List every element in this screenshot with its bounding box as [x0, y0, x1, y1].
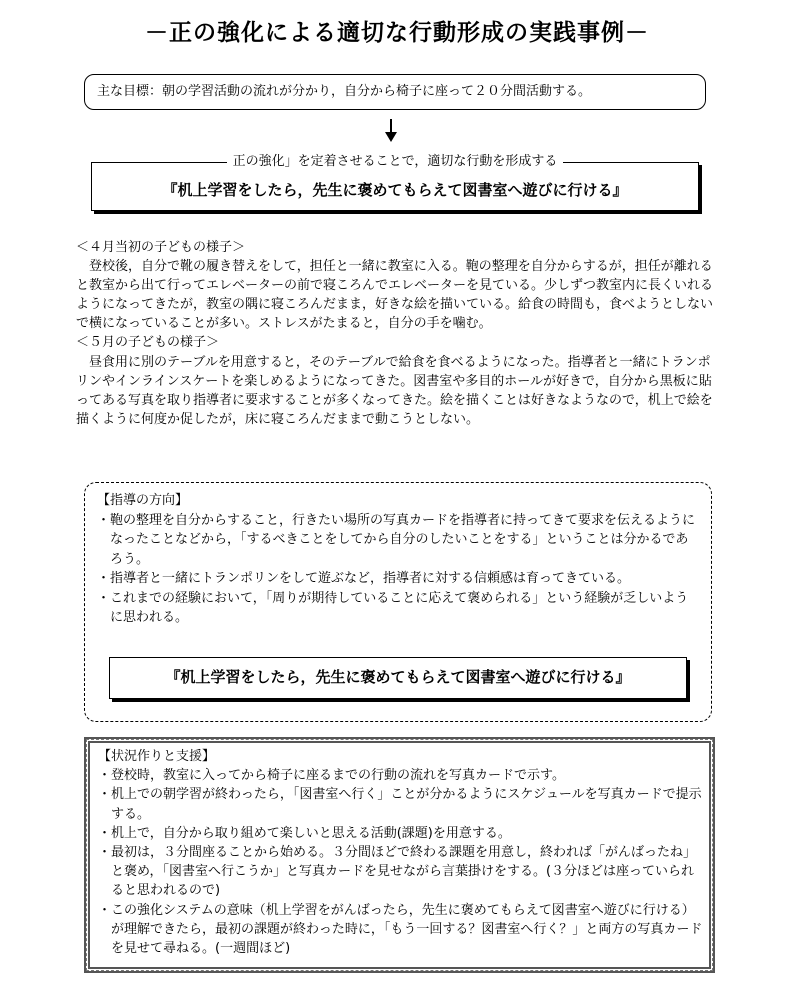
support-item: ・登校時，教室に入ってから椅子に座るまでの行動の流れを写真カードで示す。	[98, 768, 565, 784]
strategy-box	[91, 154, 699, 211]
april-text: 登校後，自分で靴の履き替えをして，担任と一緒に教室に入る。鞄の整理を自分からするが，担任が離れると教室から出て行ってエレベーターの前で寝ころんでエレベーターを見ている。少しずつ教室内に長くいれるようになってきたが，教室の隅に寝ころんだまま，好きな絵を描いている。給食の時間も，食べようとしないで横になっていることが多い。ストレスがたまると，自分の手を噛む。	[76, 259, 714, 332]
support-box	[84, 737, 715, 973]
support-heading: 【状況作りと支援】	[98, 749, 216, 764]
guidance-item: ・これまでの経験において，「周りが期待していることに応えて褒められる」という経験が乏しいように思われる。	[97, 590, 689, 625]
support-list	[98, 766, 706, 958]
page-title: －正の強化による適切な行動形成の実践事例－	[145, 20, 649, 46]
may-text: 昼食用に別のテーブルを用意すると，そのテーブルで給食を食べるようになった。指導者と一緒にトランポリンやインラインスケートを楽しめるようになってきた。図書室や多目的ホールが好きで，自分から黒板に貼ってある写真を取り指導者に要求することが多くなってきた。絵を描くことは好きなようなので，机上で絵を描くように何度か促したが，床に寝ころんだままで動こうとしない。	[76, 354, 713, 427]
support-item: ・机上で，自分から取り組めて楽しいと思える活動(課題)を用意する。	[98, 825, 511, 841]
may-heading: ＜５月の子どもの様子＞	[76, 335, 220, 351]
down-arrow-icon	[383, 118, 399, 144]
support-item: ・この強化システムの意味（机上学習をがんばったら，先生に褒めてもらえて図書室へ遊びに行ける）が理解できたら，最初の課題が終わった時に，「もう一回する？図書室へ行く？」と両方の写真カードを見せて尋ねる。(一週間ほど)	[98, 902, 703, 957]
guidance-box	[84, 482, 712, 722]
observation-section	[76, 238, 718, 429]
strategy-text: 『机上学習をしたら，先生に褒めてもらえて図書室へ遊びに行ける』	[162, 181, 628, 199]
guidance-item: ・指導者と一緒にトランポリンをして遊ぶなど，指導者に対する信頼感は育ってきている。	[97, 571, 631, 586]
support-item: ・机上での朝学習が終わったら，「図書室へ行く」ことが分かるようにスケジュールを写真カードで提示する。	[98, 787, 702, 822]
guidance-heading: 【指導の方向】	[97, 493, 189, 508]
guidance-list	[97, 511, 695, 628]
guidance-item: ・鞄の整理を自分からすること，行きたい場所の写真カードを指導者に持ってきて要求を伝えるようになったことなどから，「するべきことをしてから自分のしたいことをする」ということは分かるであろう。	[97, 512, 696, 567]
strategy-label: 正の強化」を定着させることで，適切な行動を形成する	[227, 154, 564, 169]
guidance-goal-box: 『机上学習をしたら，先生に褒めてもらえて図書室へ遊びに行ける』	[109, 657, 687, 699]
support-item: ・最初は，３分間座ることから始める。３分間ほどで終わる課題を用意し，終われば「がんばったね」と褒め，「図書室へ行こうか」と写真カードを見せながら言葉掛けをする。(３分ほどは座っていられると思われるので)	[98, 845, 697, 899]
goal-box: 主な目標：朝の学習活動の流れが分かり，自分から椅子に座って２０分間活動する。	[84, 74, 706, 110]
april-heading: ＜４月当初の子どもの様子＞	[76, 240, 246, 255]
